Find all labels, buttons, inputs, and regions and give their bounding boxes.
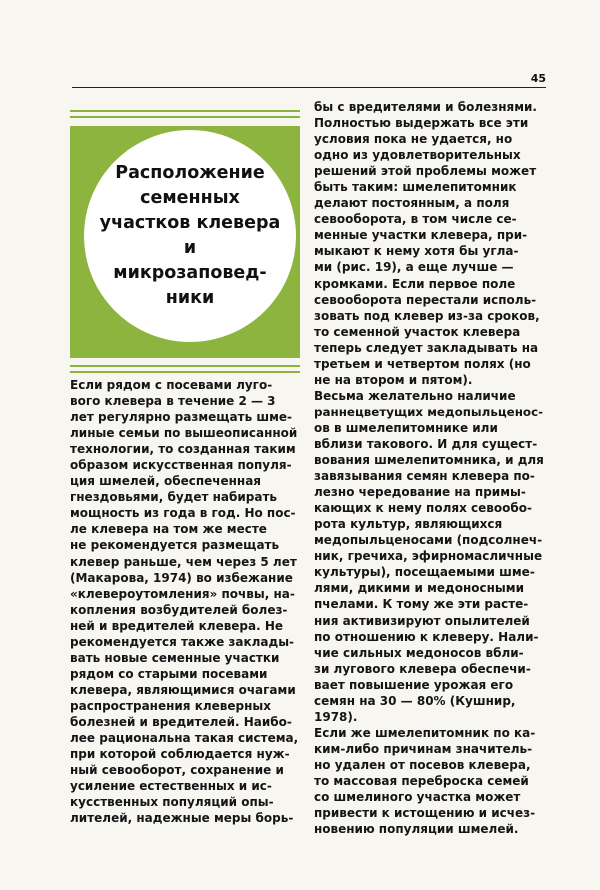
text-line: лет регулярно размещать шме- bbox=[70, 410, 293, 425]
text-line: технологии, то созданная таким bbox=[70, 442, 296, 457]
text-line: мощность из года в год. Но пос- bbox=[70, 506, 296, 521]
heading-line: участков клевера bbox=[99, 213, 281, 233]
text-line: медопыльценосами (подсолнеч- bbox=[314, 533, 543, 548]
text-line: но удален от посевов клевера, bbox=[314, 757, 531, 772]
text-line: болезней и вредителей. Наибо- bbox=[70, 714, 292, 729]
text-line: копления возбудителей болез- bbox=[70, 602, 288, 617]
text-line: культуры), посещаемыми шме- bbox=[314, 565, 535, 580]
text-line: (Макарова, 1974) во избежание bbox=[70, 570, 293, 585]
text-line: то семенной участок клевера bbox=[314, 324, 521, 339]
text-line: со шмелиного участка может bbox=[314, 790, 521, 805]
text-line: Если же шмелепитомник по ка- bbox=[314, 725, 536, 740]
text-line: ле клевера на том же месте bbox=[70, 522, 267, 537]
text-line: Если рядом с посевами луго- bbox=[70, 378, 273, 392]
text-line: привести к истощению и исчез- bbox=[314, 806, 536, 821]
text-line: клевер раньше, чем через 5 лет bbox=[70, 554, 297, 569]
text-line: лями, дикими и медоносными bbox=[314, 581, 524, 596]
green-rule-top-1 bbox=[70, 110, 300, 112]
text-line: кромками. Если первое поле bbox=[314, 276, 516, 291]
text-line: клевера, являющимися очагами bbox=[70, 682, 296, 697]
text-line: зовать под клевер из-за сроков, bbox=[314, 308, 540, 323]
text-line: вблизи такового. И для сущест- bbox=[314, 436, 538, 451]
text-line: усиление естественных и ис- bbox=[70, 779, 272, 794]
text-line: при которой соблюдается нуж- bbox=[70, 747, 290, 762]
text-line: ция шмелей, обеспеченная bbox=[70, 474, 262, 489]
text-line: Полностью выдержать все эти bbox=[314, 116, 529, 131]
text-line: кусственных популяций опы- bbox=[70, 795, 274, 810]
green-rule-bottom-1 bbox=[70, 365, 300, 367]
header-rule bbox=[72, 87, 546, 88]
text-line: новению популяции шмелей. bbox=[314, 822, 519, 837]
text-line: Весьма желательно наличие bbox=[314, 388, 516, 403]
text-line: решений этой проблемы может bbox=[314, 164, 537, 179]
text-line: чие сильных медоносов вбли- bbox=[314, 645, 524, 660]
text-line: то массовая переброска семей bbox=[314, 773, 529, 788]
text-line: линые семьи по вышеописанной bbox=[70, 426, 298, 441]
page-number: 45 bbox=[530, 72, 546, 85]
text-line: бы с вредителями и болезнями. bbox=[314, 100, 537, 114]
text-line: быть таким: шмелепитомник bbox=[314, 180, 517, 195]
green-rule-top-2 bbox=[70, 116, 300, 118]
title-circle bbox=[84, 130, 296, 342]
text-line: ный севооборот, сохранение и bbox=[70, 763, 284, 778]
text-line: ким-либо причинам значитель- bbox=[314, 741, 533, 756]
text-line: раннецветущих медопыльценос- bbox=[314, 404, 544, 419]
text-line: рота культур, являющихся bbox=[314, 517, 503, 532]
text-line: лителей, надежные меры борь- bbox=[70, 811, 294, 826]
text-line: третьем и четвертом полях (но bbox=[314, 356, 531, 371]
text-line: лее рациональна такая система, bbox=[70, 731, 299, 746]
text-line: пчелами. К тому же эти расте- bbox=[314, 597, 529, 612]
text-line: севооборота, в том числе се- bbox=[314, 212, 517, 227]
text-line: 1978). bbox=[314, 709, 358, 724]
left-text-column bbox=[70, 377, 304, 826]
text-line: не рекомендуется размещать bbox=[70, 538, 280, 553]
text-line: не на втором и пятом). bbox=[314, 372, 473, 387]
text-line: семян на 30 — 80% (Кушнир, bbox=[314, 693, 516, 708]
text-line: делают постоянным, а поля bbox=[314, 196, 510, 211]
text-line: «клевероутомления» почвы, на- bbox=[70, 586, 295, 601]
text-line: условия пока не удается, но bbox=[314, 132, 513, 147]
text-line: кающих к нему полях севообо- bbox=[314, 501, 532, 516]
text-line: менные участки клевера, при- bbox=[314, 228, 528, 243]
text-line: одно из удовлетворительных bbox=[314, 148, 521, 163]
text-line: рядом со старыми посевами bbox=[70, 666, 268, 681]
text-line: ник, гречиха, эфирномасличные bbox=[314, 549, 543, 564]
section-heading bbox=[100, 161, 281, 311]
text-line: мыкают к нему хотя бы угла- bbox=[314, 244, 519, 259]
heading-line: и bbox=[183, 238, 197, 258]
text-line: вает повышение урожая его bbox=[314, 677, 514, 692]
text-line: ней и вредителей клевера. Не bbox=[70, 618, 284, 633]
text-line: завязывания семян клевера по- bbox=[314, 469, 535, 484]
heading-line: микрозаповед- bbox=[113, 263, 267, 283]
text-line: по отношению к клеверу. Нали- bbox=[314, 629, 539, 644]
text-line: ния активизируют опылителей bbox=[314, 613, 530, 628]
text-line: рекомендуется также заклады- bbox=[70, 634, 295, 649]
text-line: ов в шмелепитомнике или bbox=[314, 420, 498, 435]
text-line: вать новые семенные участки bbox=[70, 650, 280, 665]
text-line: образом искусственная популя- bbox=[70, 458, 292, 473]
text-line: вования шмелепитомника, и для bbox=[314, 453, 544, 468]
heading-line: семенных bbox=[140, 188, 240, 208]
heading-line: ники bbox=[165, 288, 215, 308]
text-line: гнездовьями, будет набирать bbox=[70, 490, 278, 505]
text-line: теперь следует закладывать на bbox=[314, 340, 539, 355]
text-line: зи лугового клевера обеспечи- bbox=[314, 661, 531, 676]
text-line: севооборота перестали исполь- bbox=[314, 292, 537, 307]
heading-line: Расположение bbox=[115, 163, 265, 183]
text-line: лезно чередование на примы- bbox=[314, 485, 526, 500]
green-rule-bottom-2 bbox=[70, 371, 300, 373]
right-text-column bbox=[314, 99, 544, 837]
text-line: ми (рис. 19), а еще лучше — bbox=[314, 260, 514, 275]
text-line: распространения клеверных bbox=[70, 698, 271, 713]
text-line: вого клевера в течение 2 — 3 bbox=[70, 394, 276, 409]
